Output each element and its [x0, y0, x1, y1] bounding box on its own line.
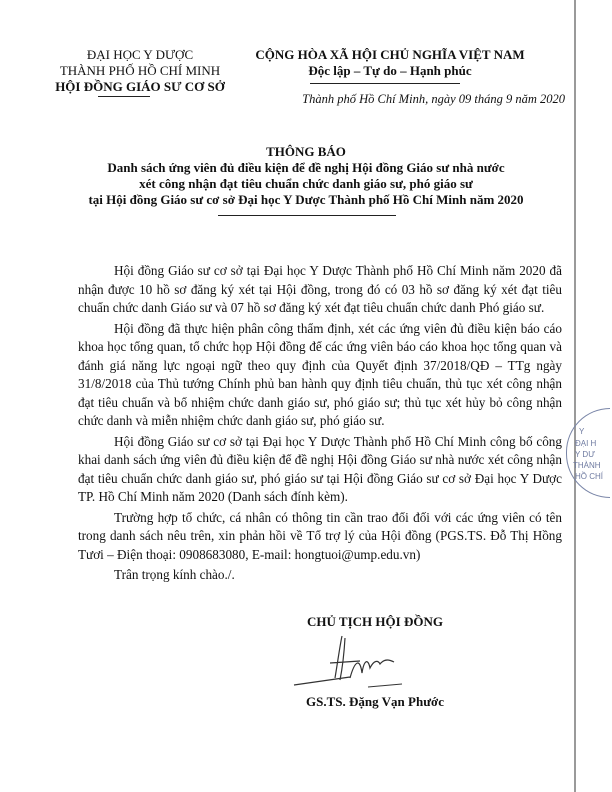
signature-image	[290, 630, 450, 688]
page-edge	[574, 0, 576, 792]
paragraph: Hội đồng Giáo sư cơ sở tại Đại học Y Dược Thành phố Hồ Chí Minh công bố công khai danh sách ứng viên đủ điều kiện để đề nghị Hội đồng Giáo sư nhà nước xét công nhận đạt tiêu chuẩn chức danh giáo sư, phó giáo sư tại Hội đồng Giáo sư cơ sở Đại học Y Dược TP. Hồ Chí Minh năm 2020 (Danh sách đính kèm).	[78, 433, 562, 504]
paragraph: Trân trọng kính chào./.	[114, 567, 235, 582]
country-name: CỘNG HÒA XÃ HỘI CHỦ NGHĨA VIỆT NAM	[255, 47, 525, 62]
stamp-text: THÀNH	[573, 461, 601, 470]
subtitle-line: Danh sách ứng viên đủ điều kiện để đề nghị Hội đồng Giáo sư nhà nước	[107, 160, 505, 175]
subtitle-line: xét công nhận đạt tiêu chuẩn chức danh giáo sư, phó giáo sư	[139, 176, 473, 191]
paragraph: Trường hợp tổ chức, cá nhân có thông tin cần trao đổi đối với các ứng viên có tên trong danh sách nêu trên, xin phản hồi về Tổ trợ lý của Hội đồng (PGS.TS. Đỗ Thị Hồng Tươi – Điện thoại: 0908683080, E-mail: hongtuoi@ump.edu.vn)	[78, 509, 562, 562]
national-motto-block	[240, 47, 540, 79]
stamp-text: HỒ CHÍ	[575, 472, 603, 481]
signer-name: GS.TS. Đặng Vạn Phước	[306, 694, 444, 709]
issuer-line-3: HỘI ĐỒNG GIÁO SƯ CƠ SỞ	[55, 79, 225, 94]
divider	[218, 215, 396, 216]
issuer-line-1: ĐẠI HỌC Y DƯỢC	[86, 47, 194, 62]
stamp-text: Y DƯ	[575, 450, 596, 459]
document-title: THÔNG BÁO	[266, 144, 346, 159]
motto: Độc lập – Tự do – Hạnh phúc	[308, 63, 472, 78]
stamp-text: ĐẠI H	[575, 439, 597, 448]
issuer-block	[40, 47, 240, 95]
signer-role: CHỦ TỊCH HỘI ĐỒNG	[307, 614, 443, 629]
date-line: Thành phố Hồ Chí Minh, ngày 09 tháng 9 năm 2020	[302, 92, 565, 106]
document-body	[78, 262, 562, 587]
issuer-line-2: THÀNH PHỐ HỒ CHÍ MINH	[59, 63, 221, 78]
subtitle-line: tại Hội đồng Giáo sư cơ sở Đại học Y Dược Thành phố Hồ Chí Minh năm 2020	[88, 192, 524, 207]
paragraph: Hội đồng Giáo sư cơ sở tại Đại học Y Dược Thành phố Hồ Chí Minh năm 2020 đã nhận được 10 hồ sơ đăng ký xét tại Hội đồng, trong đó có 03 hồ sơ đăng ký xét đạt tiêu chuẩn chức danh Giáo sư và 07 hồ sơ đăng ký xét đạt tiêu chuẩn chức danh Phó giáo sư.	[78, 263, 562, 315]
title-block	[40, 144, 572, 208]
divider	[98, 96, 150, 97]
paragraph: Hội đồng đã thực hiện phân công thẩm định, xét các ứng viên đủ điều kiện báo cáo khoa học tổng quan, tổ chức họp Hội đồng để các ứng viên báo cáo khoa học tổng quan và đánh giá năng lực ngoại ngữ theo quy định của Quyết định 37/2018/QĐ – TTg ngày 31/8/2018 của Thủ tướng Chính phủ ban hành quy định tiêu chuẩn, thủ tục xét công nhận đạt tiêu chuẩn và bổ nhiệm chức danh giáo sư, phó giáo sư; thủ tục xét hủy bỏ công nhận chức danh và miễn nhiệm chức danh giáo sư, phó giáo sư.	[78, 320, 562, 428]
official-stamp: Y ĐẠI H Y DƯ THÀNH HỒ CHÍ	[566, 408, 610, 498]
